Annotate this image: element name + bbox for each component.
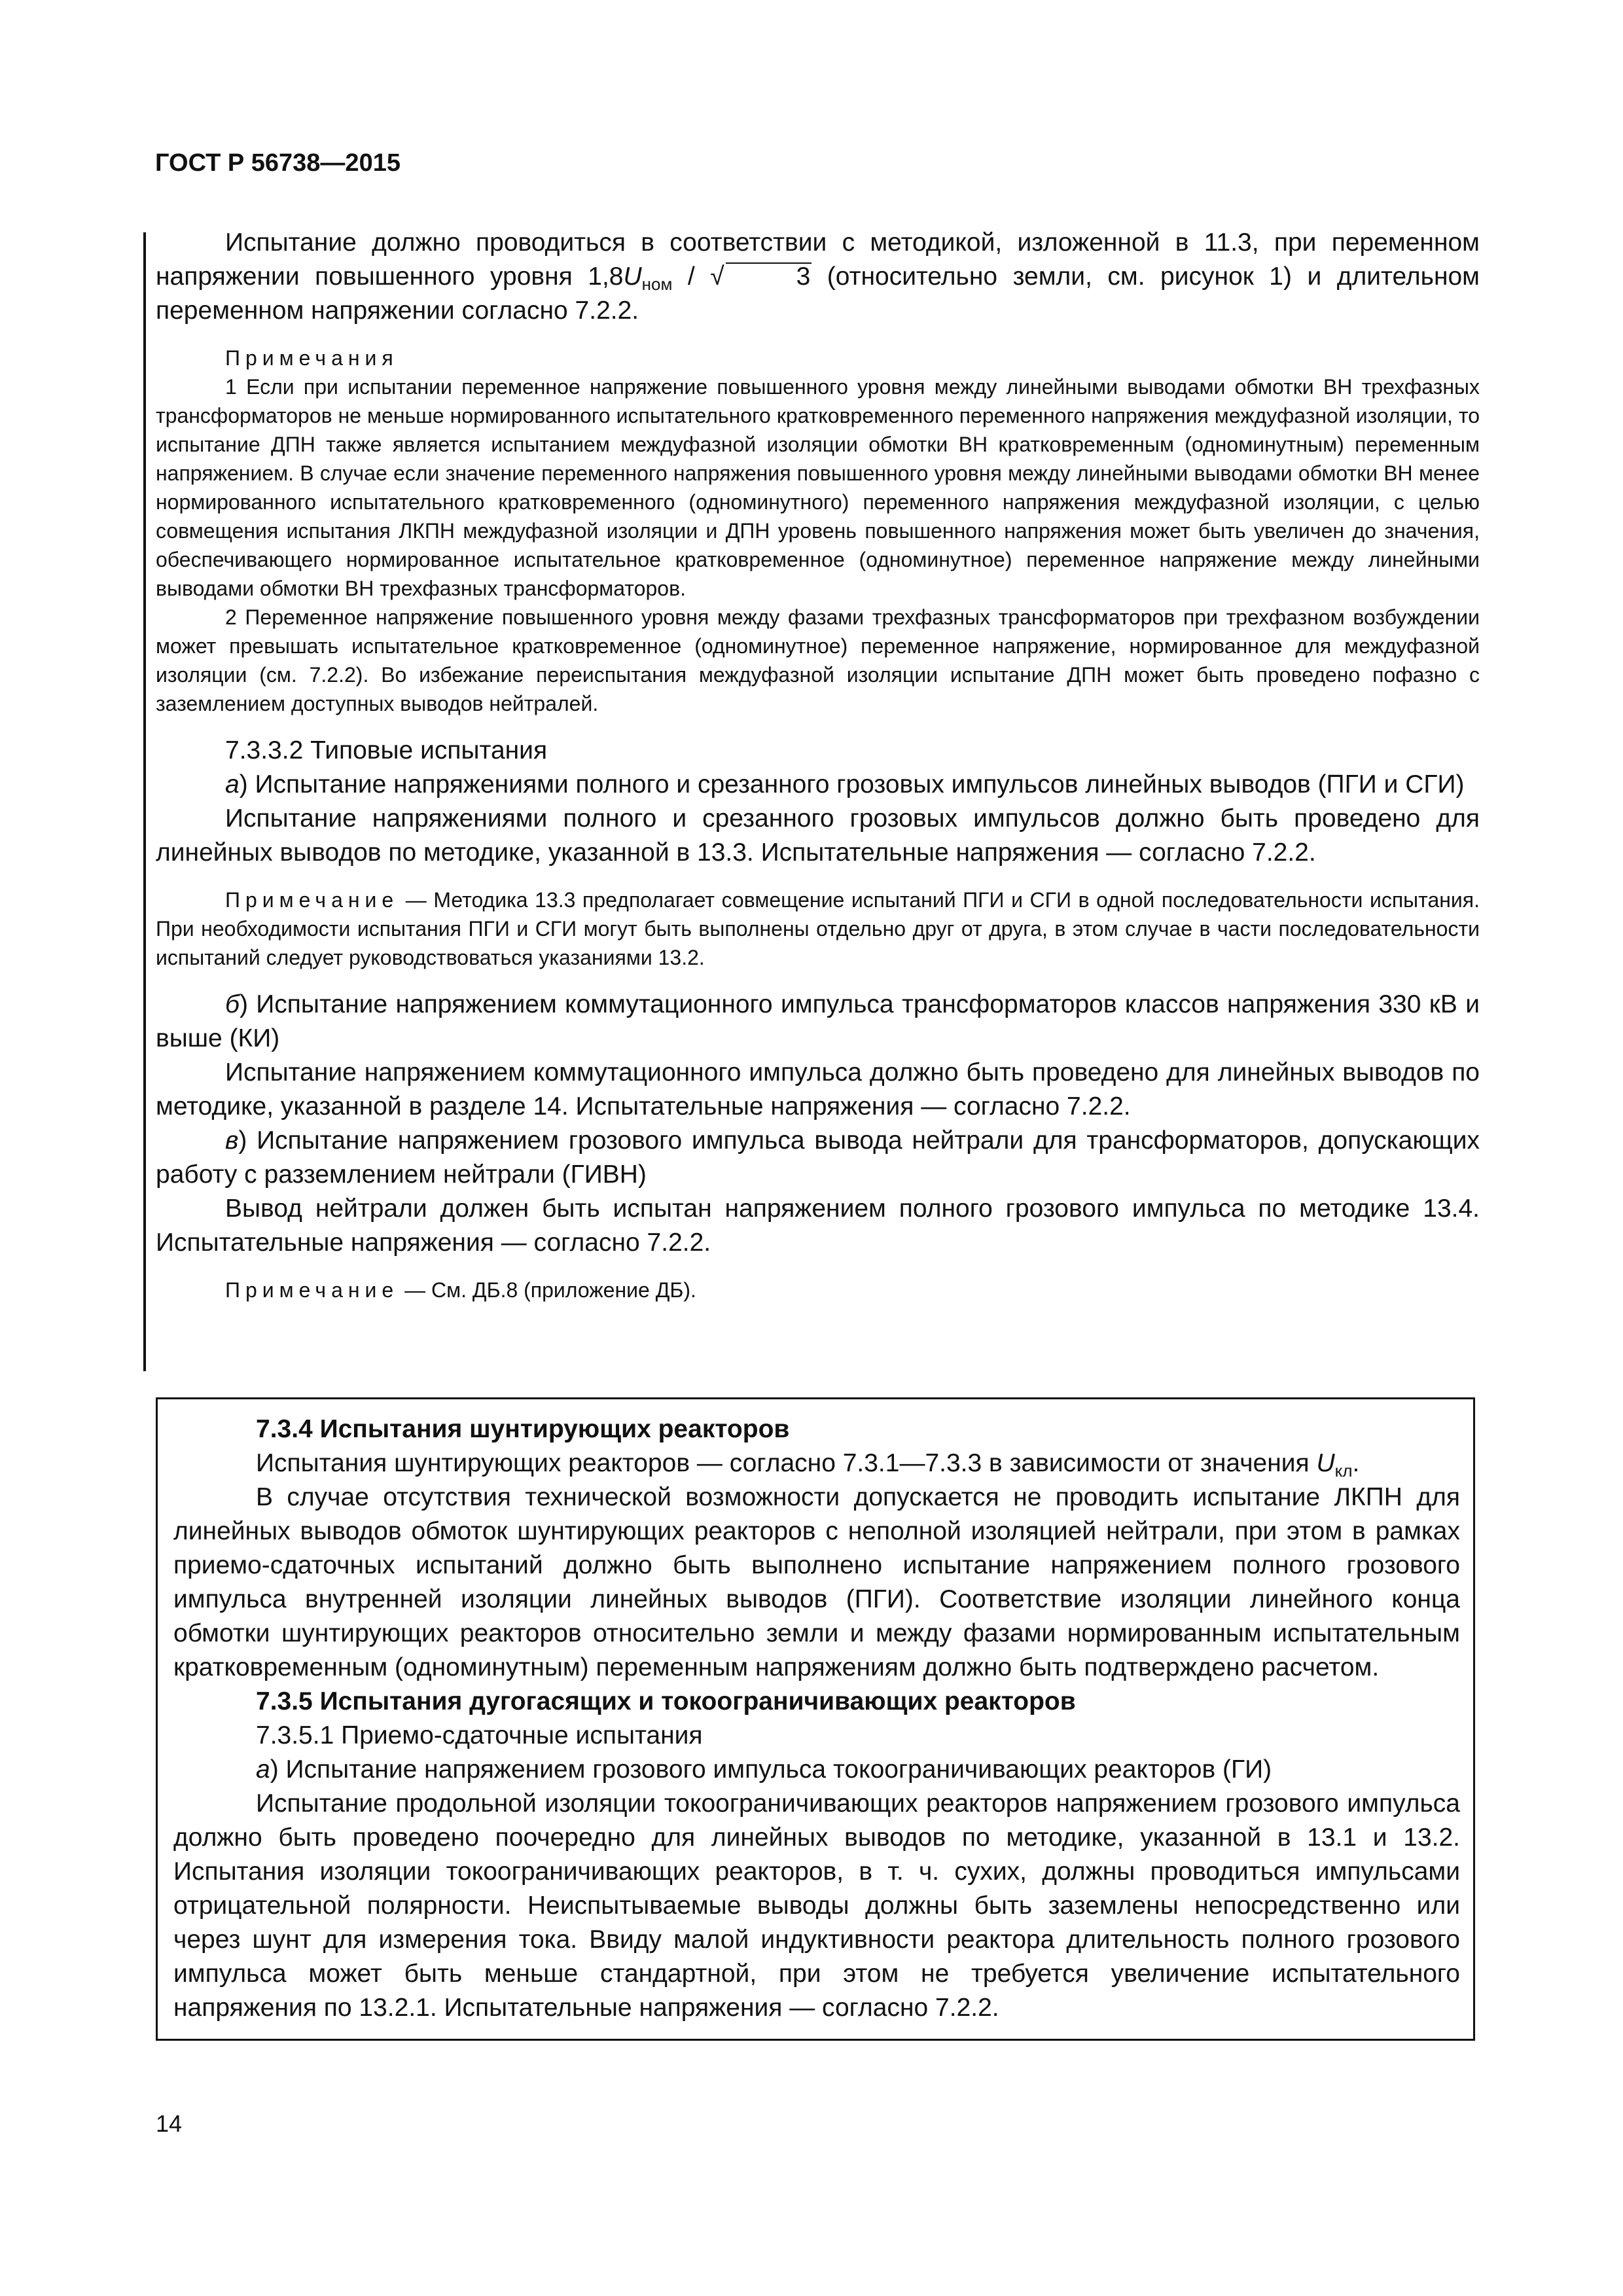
- section-7-3-4-title: 7.3.4 Испытания шунтирующих реакторов: [256, 1415, 790, 1443]
- item-a-text: Испытание напряжениями полного и срезанного грозовых импульсов должно быть проведено для линейных выводов по методике, указанной в 13.3. Испытательные напряжения — согласно 7.2.2.: [156, 804, 1480, 867]
- item-b-text: Испытание напряжением коммутационного импульса должно быть проведено для линейных выводов по методике, указанной в разделе 14. Испытательные напряжения — согласно 7.2.2.: [156, 1058, 1480, 1121]
- section-7-3-3-2-title: 7.3.3.2 Типовые испытания: [225, 736, 548, 764]
- note-1: 1 Если при испытании переменное напряжение повышенного уровня между линейными выводами обмотки ВН трехфазных трансформаторов не меньше нормированного испытательного кратковременного переменного напряжения междуфазной изоляции, то испытание ДПН также является испытанием междуфазной изоляции обмотки ВН кратковременным (одноминутным) переменным напряжением. В случае если значение переменного напряжения повышенного уровня между линейными выводами обмотки ВН менее нормированного испытательного кратковременного (одноминутного) переменного напряжения междуфазной изоляции, с целью совмещения испытания ЛКПН междуфазной изоляции и ДПН уровень повышенного напряжения может быть увеличен до значения, обеспечивающего нормированное испытательное кратковременное (одноминутное) переменное напряжение между линейными выводами обмотки ВН трехфазных трансформаторов.: [156, 375, 1480, 600]
- section-7-3-5-title: 7.3.5 Испытания дугогасящих и токоограничивающих реакторов: [256, 1687, 1076, 1715]
- section-7-3-4-p2: В случае отсутствия технической возможности допускается не проводить испытание ЛКПН для линейных выводов обмоток шунтирующих реакторов с неполной изоляцией нейтрали, при этом в рамках приемо-сдаточных испытаний должно быть выполнено испытание напряжением полного грозового импульса внутренней изоляции линейных выводов (ПГИ). Соответствие изоляции линейного конца обмотки шунтирующих реакторов относительно земли и между фазами нормированным испытательным кратковременным (одноминутным) переменным напряжениям должно быть подтверждено расчетом.: [173, 1483, 1460, 1681]
- item-ga-text: Испытание продольной изоляции токоограничивающих реакторов напряжением грозового импульса должно быть проведено поочередно для линейных выводов по методике, указанной в 13.1 и 13.2. Испытания изоляции токоограничивающих реакторов, в т. ч. сухих, должны проводиться импульсами отрицательной полярности. Неиспытываемые выводы должны быть заземлены непосредственно или через шунт для измерения тока. Ввиду малой индуктивности реактора длительность полного грозового импульса может быть меньше стандартной, при этом не требуется увеличение испытательного напряжения по 13.2.1. Испытательные напряжения — согласно 7.2.2.: [173, 1789, 1460, 2022]
- change-marker-bar: [143, 232, 146, 1371]
- item-ga-title: а) Испытание напряжением грозового импульса токоограничивающих реакторов (ГИ): [256, 1755, 1272, 1784]
- sqrt-symbol: √: [710, 262, 724, 291]
- intro-paragraph: Испытание должно проводиться в соответствии с методикой, изложенной в 11.3, при переменном напряжении повышенного уровня $1,8U_{ном}$ / √ 3 (относительно земли, см. рисунок 1) и длительном переменном напряжении согласно 7.2.2.: [156, 228, 1480, 325]
- note-v: Примечание — См. ДБ.8 (приложение ДБ).: [225, 1278, 696, 1302]
- boxed-amendment: [156, 1397, 1475, 2041]
- main-text-top: [156, 226, 1480, 1304]
- document-header: ГОСТ Р 56738—2015: [155, 149, 401, 177]
- item-b-title: б) Испытание напряжением коммутационного импульса трансформаторов классов напряжения 330 кВ и выше (КИ): [156, 990, 1480, 1052]
- item-a-title: а) Испытание напряжениями полного и срезанного грозовых импульсов линейных выводов (ПГИ и СГИ): [225, 770, 1465, 798]
- note-a: Примечание — Методика 13.3 предполагает совмещение испытаний ПГИ и СГИ в одной последовательности испытания. При необходимости испытания ПГИ и СГИ могут быть выполнены отдельно друг от друга, в этом случае в части последовательности испытаний следует руководствоваться указаниями 13.2.: [156, 888, 1480, 969]
- item-v-text: Вывод нейтрали должен быть испытан напряжением полного грозового импульса по методике 13.4. Испытательные напряжения — согласно 7.2.2.: [156, 1194, 1480, 1257]
- section-7-3-5-1-title: 7.3.5.1 Приемо-сдаточные испытания: [256, 1721, 703, 1749]
- page-number: 14: [156, 2110, 183, 2137]
- section-7-3-4-p1: Испытания шунтирующих реакторов — согласно 7.3.1—7.3.3 в зависимости от значения $U_{кл}$.: [256, 1449, 1360, 1480]
- item-v-title: в) Испытание напряжением грозового импульса вывода нейтрали для трансформаторов, допускающих работу с разземлением нейтрали (ГИВН): [156, 1126, 1480, 1189]
- notes-heading: Примечания: [225, 346, 399, 370]
- note-2: 2 Переменное напряжение повышенного уровня между фазами трехфазных трансформаторов при трехфазном возбуждении может превышать испытательное кратковременное (одноминутное) переменное напряжение, нормированное для междуфазной изоляции (см. 7.2.2). Во избежание переиспытания междуфазной изоляции испытание ДПН может быть проведено пофазно с заземлением доступных выводов нейтралей.: [156, 605, 1480, 715]
